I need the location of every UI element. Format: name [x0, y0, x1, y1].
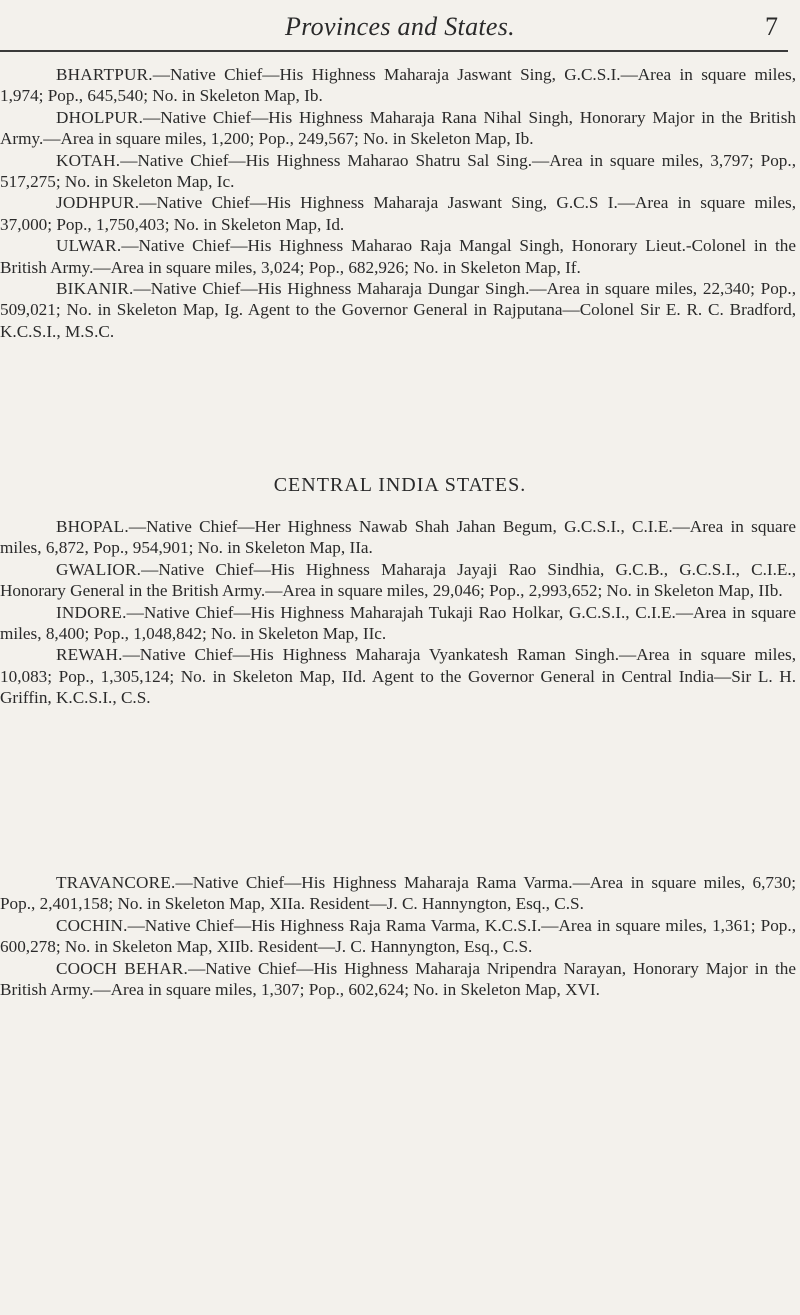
entry-rewah	[0, 644, 796, 708]
page-number: 7	[765, 12, 778, 41]
entry-travancore	[0, 872, 796, 915]
entry-cooch-behar	[0, 958, 796, 1001]
entry-text: —Native Chief—His Highness Maharaja Jaswant Sing, G.C.S.I.—Area in square miles, 1,974; Pop., 645,540; No. in Skeleton Map, Ib.	[0, 65, 796, 106]
entry-lead: KOTAH.	[56, 150, 121, 170]
page-header	[0, 8, 800, 48]
entry-lead: COOCH BEHAR.	[56, 958, 189, 978]
entry-kotah	[0, 150, 796, 193]
entry-indore	[0, 602, 796, 645]
entry-lead: BHOPAL.	[56, 517, 129, 536]
entry-text: —Native Chief—His Highness Maharaja Vyankatesh Raman Singh.—Area in square miles, 10,083; Pop., 1,305,124; No. in Skeleton Map, IId. Agent to the Governor General in Central India—Sir L. H. Griffin, K.C.S.I., C.S.	[0, 645, 796, 708]
entry-text: —Native Chief—His Highness Maharaja Nripendra Narayan, Honorary Major in the British Army.—Area in square miles, 1,307; Pop., 602,624; No. in Skeleton Map, XVI.	[0, 958, 796, 1000]
entry-jodhpur	[0, 192, 796, 235]
entry-text: —Native Chief—His Highness Maharaja Rana Nihal Singh, Honorary Major in the British Army.—Area in square miles, 1,200; Pop., 249,567; No. in Skeleton Map, Ib.	[0, 107, 796, 149]
entry-lead: INDORE.	[56, 602, 127, 622]
entry-text: —Native Chief—Her Highness Nawab Shah Jahan Begum, G.C.S.I., C.I.E.—Area in square miles, 6,872, Pop., 954,901; No. in Skeleton Map, IIa.	[0, 517, 796, 558]
entry-text: —Native Chief—His Highness Maharaja Jaswant Sing, G.C.S I.—Area in square miles, 37,000; Pop., 1,750,403; No. in Skeleton Map, Id.	[0, 193, 796, 234]
rajputana-section	[0, 64, 796, 342]
entry-lead: BHARTPUR.	[56, 65, 153, 84]
entry-dholpur	[0, 107, 796, 150]
entry-lead: ULWAR.	[56, 236, 122, 256]
entry-text: —Native Chief—His Highness Maharaja Dungar Singh.—Area in square miles, 22,340; Pop., 509,021; No. in Skeleton Map, Ig. Agent to the Governor General in Rajputana—Colonel Sir E. R. C. Bradford, K.C.S.I., M.S.C.	[0, 279, 796, 341]
entry-bhartpur	[0, 64, 796, 107]
entry-text: —Native Chief—His Highness Maharao Shatru Sal Sing.—Area in square miles, 3,797; Pop., 517,275; No. in Skeleton Map, Ic.	[0, 150, 796, 192]
entry-cochin	[0, 915, 796, 958]
entry-text: —Native Chief—His Highness Maharajah Tukaji Rao Holkar, G.C.S.I., C.I.E.—Area in square miles, 8,400; Pop., 1,048,842; No. in Skeleton Map, IIc.	[0, 602, 796, 644]
central-india-section	[0, 516, 796, 709]
entry-lead: TRAVANCORE.	[56, 873, 176, 892]
entry-lead: REWAH.	[56, 645, 123, 665]
header-rule	[0, 50, 788, 52]
entry-lead: DHOLPUR.	[56, 107, 144, 127]
entry-lead: COCHIN.	[56, 915, 128, 935]
entry-text: —Native Chief—His Highness Maharaja Rama Varma.—Area in square miles, 6,730; Pop., 2,401,158; No. in Skeleton Map, XIIa. Resident—J. C. Hannyngton, Esq., C.S.	[0, 873, 796, 914]
entry-text: —Native Chief—His Highness Maharaja Jayaji Rao Sindhia, G.C.B., G.C.S.I., C.I.E., Honorary General in the British Army.—Area in square miles, 29,046; Pop., 2,993,652; No. in Skeleton Map, IIb.	[0, 559, 796, 601]
southern-states-section	[0, 872, 796, 1000]
entry-lead: BIKANIR.	[56, 279, 134, 299]
entry-gwalior	[0, 559, 796, 602]
entry-text: —Native Chief—His Highness Maharao Raja Mangal Singh, Honorary Lieut.-Colonel in the British Army.—Area in square miles, 3,024; Pop., 682,926; No. in Skeleton Map, If.	[0, 236, 796, 277]
entry-bhopal	[0, 516, 796, 559]
entry-lead: GWALIOR.	[56, 559, 142, 579]
entry-text: —Native Chief—His Highness Raja Rama Varma, K.C.S.I.—Area in square miles, 1,361; Pop., 600,278; No. in Skeleton Map, XIIb. Resident—J. C. Hannyngton, Esq., C.S.	[0, 915, 796, 957]
running-title: Provinces and States.	[285, 12, 515, 41]
entry-lead: JODHPUR.	[56, 193, 140, 213]
entry-ulwar	[0, 235, 796, 278]
entry-bikanir	[0, 278, 796, 342]
section-title-central-india: CENTRAL INDIA STATES.	[273, 474, 527, 496]
